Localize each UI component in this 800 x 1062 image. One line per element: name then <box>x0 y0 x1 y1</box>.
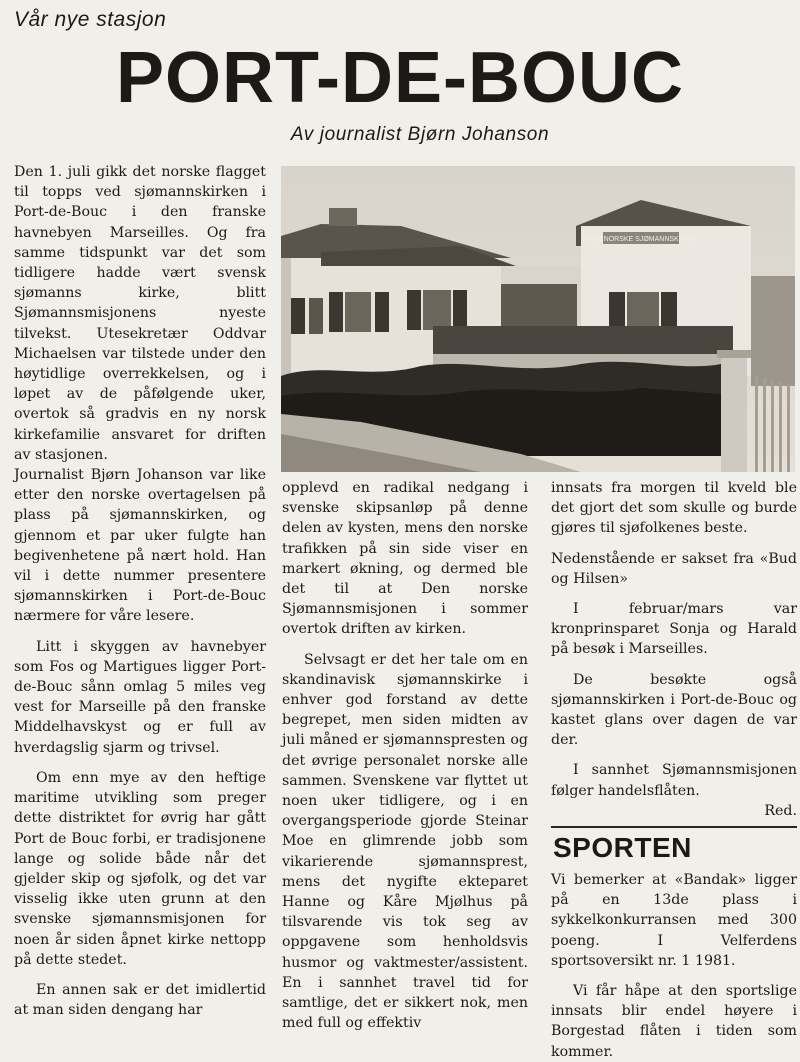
article-column-1 <box>14 162 266 1020</box>
church-photo <box>281 166 795 472</box>
paragraph: innsats fra morgen til kveld ble det gjort det som skulle og burde gjøres til sjøfolkenes beste. <box>551 480 797 537</box>
paragraph: opplevd en radikal nedgang i svenske skipsanløp på denne delen av kysten, mens den norske trafikken på sin side viser en markert økning, og dermed ble det til at Den norske Sjømannsmisjonen i sommer overtok driften av kirken. <box>282 480 528 638</box>
paragraph: Vi får håpe at den sportslige innsats blir endel høyere i Borgestad flåten i tiden som kommer. <box>551 983 797 1060</box>
article-column-2 <box>282 478 528 1033</box>
paragraph: Om enn mye av den heftige maritime utvikling som preger dette distriktet for øvrig har gått Port de Bouc forbi, er tradisjonene lange og solide både når det gjelder skip og sjøfolk, og det var visselig ikke uten grunn at den svenske sjømannsmisjonen for noen år siden åpnet kirke nettopp på dette stedet. <box>14 769 266 968</box>
sporten-heading: SPORTEN <box>553 832 692 863</box>
paragraph: De besøkte også sjømannskirken i Port-de-Bouc og kastet glans over dagen de var der. <box>551 671 797 749</box>
paragraph: Selvsagt er det her tale om en skandinavisk sjømannskirke i enhver god forstand av dette begrepet, men siden midten av juli måned er sjømannspresten og det øvrige personalet norske alle sammen. Svenskene var flyttet ut noen uker tidligere, og i en overgangsperiode gjorde Steinar Moe en glimrende jobb som vikarierende sjømannsprest, mens det nygifte ekteparet Hanne og Kåre Mjølhus på tilsvarende vis tok seg av oppgavene som henholdsvis husmor og vaktmester/assistent. En i sannhet travel tid for samtlige, det er sikkert nok, men med full og effektiv <box>282 651 528 1032</box>
paragraph: Vi bemerker at «Bandak» ligger på en 13de plass i sykkelkonkurransen med 300 poeng. I Velferdens sportsoversikt nr. 1 1981. <box>551 872 797 969</box>
paragraph: I februar/mars var kronprinsparet Sonja og Harald på besøk i Marseilles. <box>551 601 797 658</box>
paragraph: Journalist Bjørn Johanson var like etter den norske overtagelsen på plass på sjømannskirken, og gjennom et par uker fulgte han begivenhetene på nært hold. Han vil i dette nummer presentere sjømannskirken i Port-de-Bouc nærmere for våre lesere. <box>14 467 266 625</box>
paragraph: Nedenstående er sakset fra «Bud og Hilsen» <box>551 550 797 587</box>
church-sign: DEN NORSKE SJØMANNSKIRKE <box>586 236 696 243</box>
section-divider <box>551 826 797 828</box>
signature: Red. <box>764 802 797 819</box>
paragraph: En annen sak er det imidlertid at man siden dengang har <box>14 981 266 1019</box>
article-headline: PORT-DE-BOUC <box>116 38 684 118</box>
paragraph: Den 1. juli gikk det norske flagget til topps ved sjømannskirken i Port-de-Bouc i den franske havnebyen Marseilles. Og fra samme tidspunkt var det som tidligere hadde vært svensk sjømanns kirke, blitt Sjømannsmisjonens nyeste tilvekst. Utesekretær Oddvar Michaelsen var tilstede under den høytidlige overrekkelsen, og i løpet av de påfølgende uker, overtok så gradvis en ny norsk kirkefamilie ansvaret for driften av stasjonen. <box>14 164 266 463</box>
church-building-illustration <box>281 166 795 472</box>
article-column-3 <box>551 478 797 821</box>
section-kicker: Vår nye stasjon <box>14 8 167 31</box>
paragraph: I sannhet Sjømannsmisjonen følger handelsflåten. <box>551 762 797 799</box>
sporten-column <box>551 870 797 1062</box>
paragraph: Litt i skyggen av havnebyer som Fos og Martigues ligger Port-de-Bouc sånn omlag 5 miles veg vest for Marseille på den franske Middelhavskyst og er full av hverdagslig sjarm og trivsel. <box>14 638 266 756</box>
article-byline: Av journalist Bjørn Johanson <box>290 124 550 145</box>
